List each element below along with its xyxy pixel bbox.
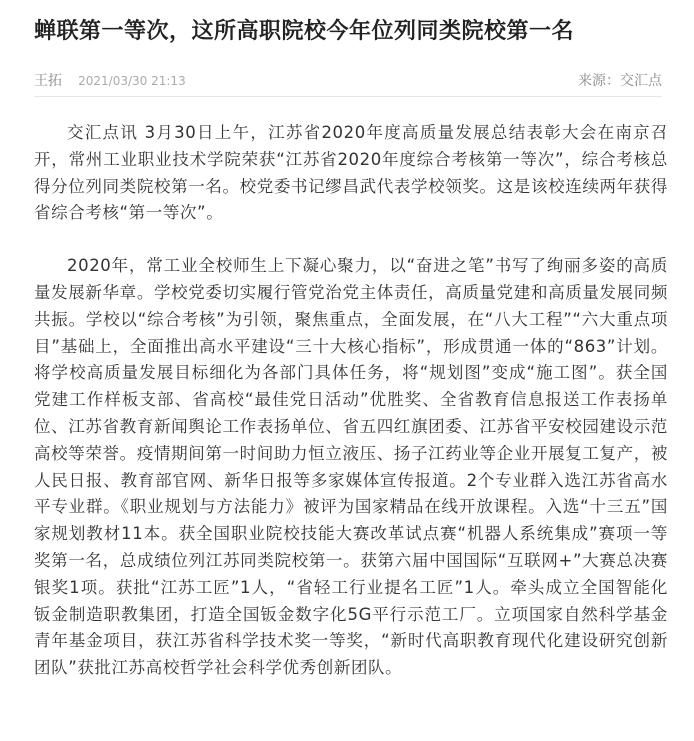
article-source: [578, 68, 662, 94]
paragraph-2: 2020年，常工业全校师生上下凝心聚力，以“奋进之笔”书写了绚丽多姿的高质量发展新华章。学校党委切实履行管党治党主体责任，高质量党建和高质量发展同频共振。学校以“综合考核”为引领，聚焦重点，全面发展，在“八大工程”“六大重点项目”基础上，全面推出高水平建设“三十大核心指标”，形成贯通一体的“863”计划。将学校高质量发展目标细化为各部门具体任务，将“规划图”变成“施工图”。获全国党建工作样板支部、省高校“最佳党日活动”优胜奖、全省教育信息报送工作表扬单位、江苏省教育新闻舆论工作表扬单位、省五四红旗团委、江苏省平安校园建设示范高校等荣誉。疫情期间第一时间助力恒立液压、扬子江药业等企业开展复工复产，被人民日报、教育部官网、新华日报等多家媒体宣传报道。2个专业群入选江苏省高水平专业群。《职业规划与方法能力》被评为国家精品在线开放课程。入选“十三五”国家规划教材11本。获全国职业院校技能大赛改革试点赛“机器人系统集成”赛项一等奖第一名，总成绩位列江苏同类院校第一。获第六届中国国际“互联网+”大赛总决赛银奖1项。获批“江苏工匠”1人，“省轻工行业提名工匠”1人。牵头成立全国智能化钣金制造职教集团，打造全国钣金数字化5G平行示范工厂。立项国家自然科学基金青年基金项目，获江苏省科学技术奖一等奖，“新时代高职教育现代化建设研究创新团队”获批江苏高校哲学社会科学优秀创新团队。: [34, 256, 668, 678]
meta-divider: [34, 96, 662, 97]
publish-time: 2021/03/30 21:13: [78, 74, 186, 88]
author-name[interactable]: 王拓: [34, 73, 62, 89]
source-label: 来源：: [578, 73, 620, 89]
article-title: 蝉联第一等次，这所高职院校今年位列同类院校第一名: [34, 19, 575, 44]
article-body: [34, 120, 668, 708]
article-meta: [34, 68, 662, 94]
source-name[interactable]: 交汇点: [620, 73, 662, 89]
paragraph-1: 交汇点讯 3月30日上午，江苏省2020年度高质量发展总结表彰大会在南京召开，常州工业职业技术学院荣获“江苏省2020年度综合考核第一等次”，综合考核总得分位列同类院校第一名。校党委书记缪昌武代表学校领奖。这是该校连续两年获得省综合考核“第一等次”。: [34, 123, 668, 223]
